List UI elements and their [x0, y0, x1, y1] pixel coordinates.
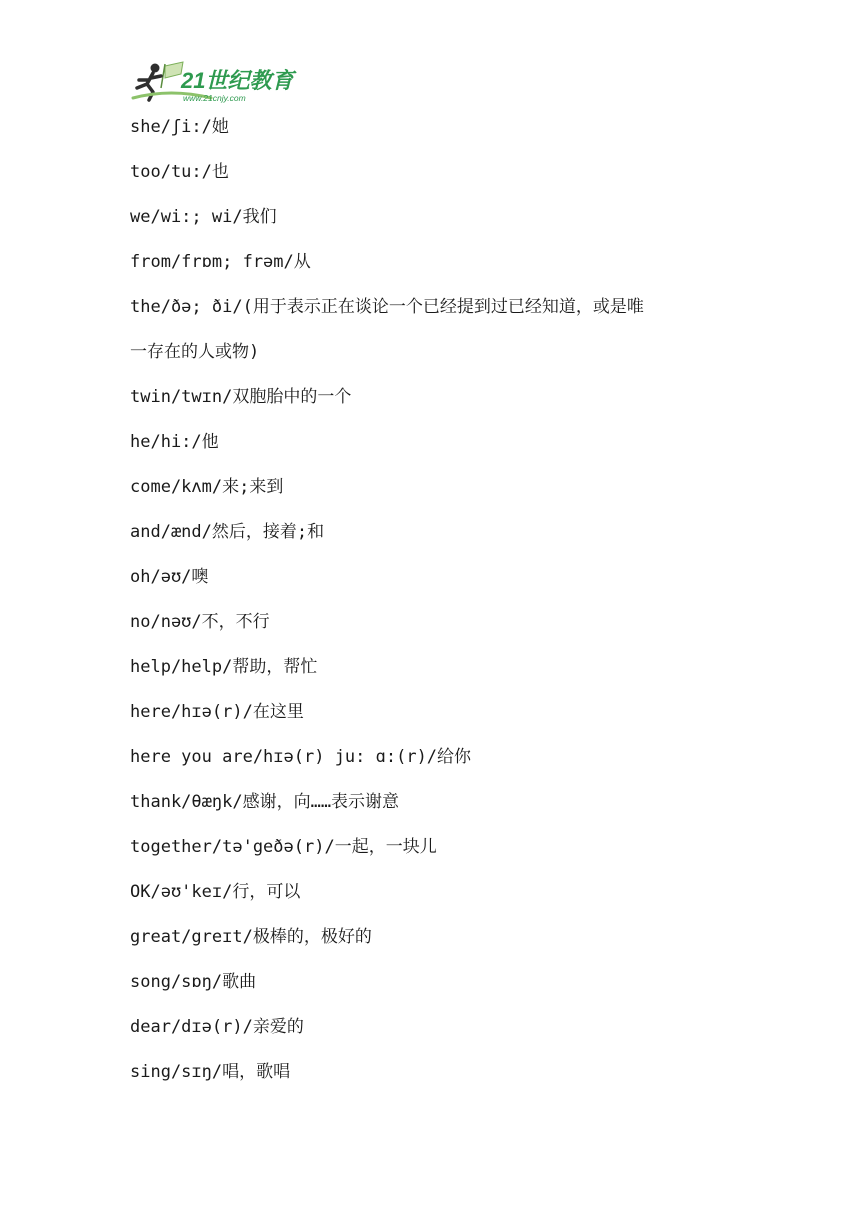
vocab-entry: here/hɪə(r)/在这里 [130, 702, 304, 722]
vocab-entry: sing/sɪŋ/唱，歌唱 [130, 1062, 291, 1082]
vocab-entry: no/nəʊ/不，不行 [130, 612, 270, 632]
vocab-entry: from/frɒm; frəm/从 [130, 252, 311, 272]
vocab-entry: help/help/帮助，帮忙 [130, 657, 318, 677]
vocab-entry: too/tu:/也 [130, 162, 229, 182]
logo-url: www.21cnjy.com [183, 93, 246, 103]
vocab-entry: great/greɪt/极棒的，极好的 [130, 927, 372, 947]
vocab-entry: we/wi:; wi/我们 [130, 207, 277, 227]
vocab-entry: song/sɒŋ/歌曲 [130, 972, 257, 992]
vocab-entry: and/ænd/然后，接着;和 [130, 522, 325, 542]
vocab-entry: OK/əʊ'keɪ/行，可以 [130, 882, 301, 902]
vocab-entry: dear/dɪə(r)/亲爱的 [130, 1017, 304, 1037]
vocab-entry: come/kʌm/来;来到 [130, 477, 284, 497]
vocab-entry: together/tə'geðə(r)/一起，一块儿 [130, 837, 437, 857]
vocab-entry: twin/twɪn/双胞胎中的一个 [130, 387, 352, 407]
running-figure-with-flag-icon [131, 58, 301, 104]
vocab-entry: oh/əʊ/噢 [130, 567, 209, 587]
logo-text: 21世纪教育 [181, 68, 294, 93]
vocab-entry: here you are/hɪə(r) ju: ɑ:(r)/给你 [130, 747, 472, 767]
vocabulary-list [130, 113, 730, 1103]
vocab-entry: thank/θæŋk/感谢，向……表示谢意 [130, 792, 400, 812]
vocab-entry: the/ðə; ði/(用于表示正在谈论一个已经提到过已经知道，或是唯 [130, 297, 644, 317]
vocab-entry-continuation: 一存在的人或物) [130, 342, 260, 362]
site-logo [131, 58, 301, 104]
vocab-entry: he/hi:/他 [130, 432, 219, 452]
vocab-entry: she/ʃi:/她 [130, 117, 229, 137]
